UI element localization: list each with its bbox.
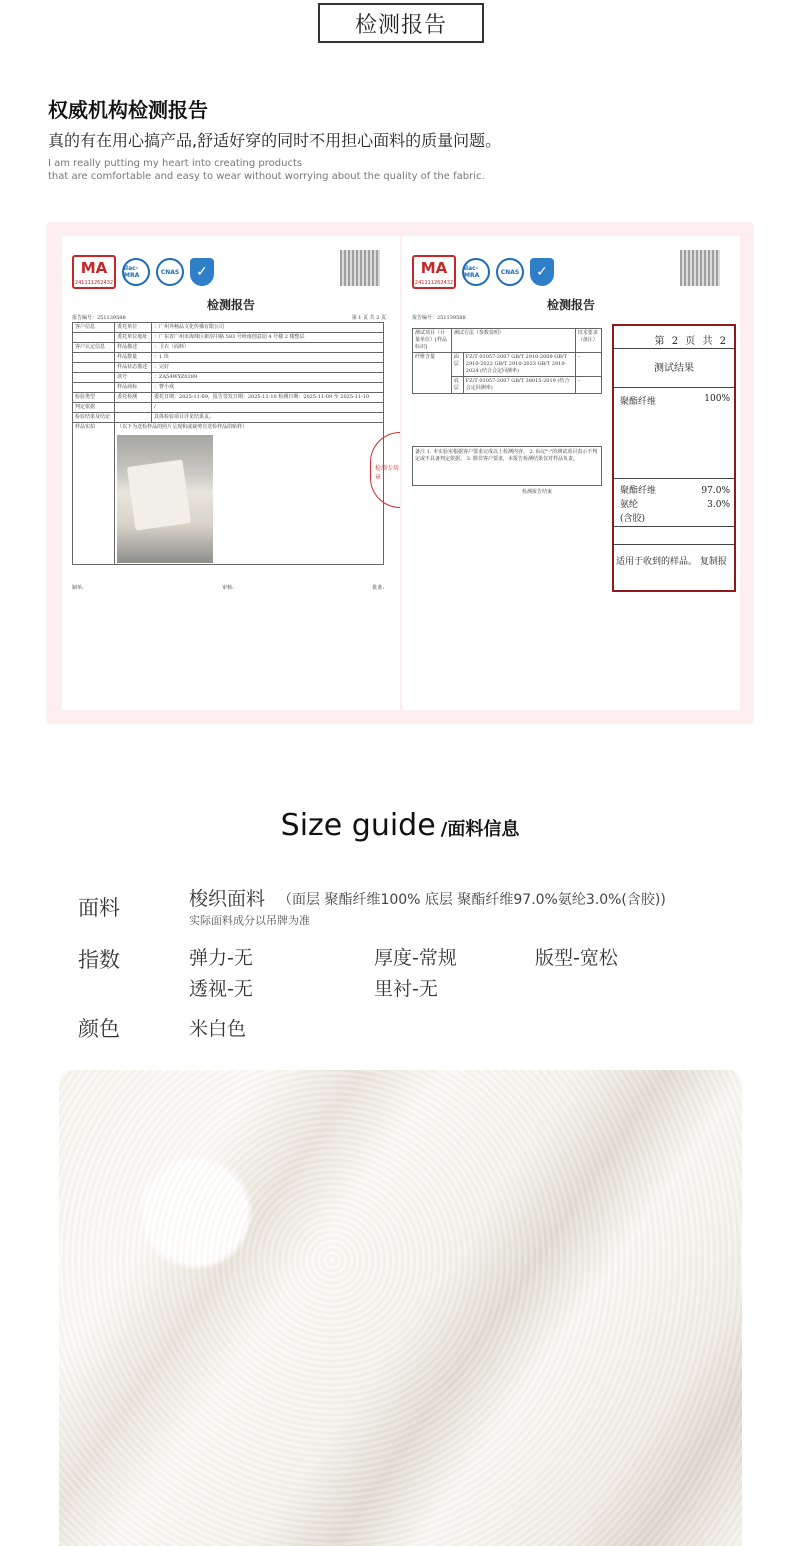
fabric-label: 面料: [78, 896, 120, 920]
table-row: 款号 ：ZA54WYZ0289: [73, 373, 384, 383]
ilac-mra-logo: ilac-MRA: [462, 258, 490, 286]
table-row: 测试项目（计量单位）[样品标识] 测试方法（参数说明） 技术要求（备注）: [413, 329, 602, 353]
see-through-index: 透视-无: [189, 978, 253, 1000]
sample-fabric-photo: [117, 435, 213, 563]
face-layer-result: 聚酯纤维 100%: [620, 394, 730, 407]
color-label: 颜色: [78, 1017, 120, 1041]
size-guide-title-cn: /面料信息: [440, 819, 520, 840]
report-notes: 备注 1. 本实验室根据客户要求完成以上检测内容。 2. 标记"-"的测试项目表示不判定或不具备判定依据。 3. 除非客户要求，本报告检测结果仅对样品负责。: [412, 446, 602, 486]
table-row: 样品实拍 （以下为送检样品的照片呈现和或裁剪自送检样品的贴样）: [73, 423, 384, 565]
report-title: 检测报告: [206, 298, 255, 312]
table-row: 委托单位地址 ：广东省广州市海珠区新滘中路 583 号岭南创意园 4 号楼 2 楼整层: [73, 333, 384, 343]
report-info-table: [72, 322, 384, 565]
inspection-stamp: 检测专用章: [370, 432, 400, 508]
fabric-closeup-image: [59, 1070, 742, 1546]
table-row: 纤维含量 面层 FZ/T 01057-2007 GB/T 2910-2009 GB/T 2910-2022 GB/T 2910-2023 GB/T 2910-2024 (结合会定回测率) –: [413, 353, 602, 377]
check-shield-icon: ✓: [530, 258, 554, 286]
ilac-mra-logo: ilac-MRA: [122, 258, 150, 286]
authority-title: 权威机构检测报告: [48, 98, 208, 122]
thickness-index: 厚度-常规: [374, 947, 457, 969]
cnas-logo: CNAS: [496, 258, 524, 286]
zoom-page-number: 第 2 页 共 2: [654, 336, 728, 347]
check-shield-icon: ✓: [190, 258, 214, 286]
table-row: 样品状态描述 ：完好: [73, 363, 384, 373]
section-label-report: 检测报告: [318, 3, 484, 43]
zoom-result-header: 测试结果: [614, 348, 734, 388]
report-page-1: [62, 236, 400, 710]
color-value: 米白色: [189, 1018, 247, 1040]
table-row: 检验类型 委托检测 委托日期：2025-11-09，报告签发日期：2025-11-10 检测日期：2025-11-09 至 2025-11-10: [73, 393, 384, 403]
bottom-layer-result: 聚酯纤维 97.0% 氨纶 3.0% (含胶): [620, 486, 730, 524]
english-line-1: I am really putting my heart into creating products: [48, 158, 303, 169]
fabric-main: 梭织面料: [189, 888, 266, 910]
report-page-number: 第 1 页 共 2 页: [351, 315, 386, 321]
qr-code-image: [340, 250, 380, 286]
qr-code-image: [680, 250, 720, 286]
elastic-index: 弹力-无: [189, 947, 253, 969]
table-row: 检验结果及结论 具体检验项目详见结果页。: [73, 413, 384, 423]
fit-index: 版型-宽松: [535, 947, 618, 969]
certification-logos: [412, 254, 554, 290]
authority-english-description: [48, 157, 485, 183]
english-line-2: that are comfortable and easy to wear without worrying about the quality of the fabric.: [48, 171, 485, 182]
fiber-content-table: [412, 328, 602, 394]
zoom-footer-text: 适用于收到的样品。 复制报: [616, 557, 727, 567]
table-row: 判定依据 /: [73, 403, 384, 413]
test-report-panel: [46, 222, 754, 724]
certification-logos: [72, 254, 214, 290]
size-guide-title-en: Size guide: [280, 808, 436, 843]
authority-description: 真的有在用心搞产品,舒适好穿的同时不用担心面料的质量问题。: [48, 131, 502, 150]
test-result-zoom-box: [612, 324, 736, 592]
report-page-2: [402, 236, 740, 710]
report-number: 报告编号：251139588: [72, 315, 126, 321]
fabric-note: 实际面料成分以吊牌为准: [189, 914, 310, 927]
table-row: 底层 FZ/T 01057-2007 GB/T 38015-2019 (结合会定回测率) –: [413, 377, 602, 394]
cma-logo: MA 241111262432: [412, 255, 456, 289]
index-label: 指数: [78, 948, 120, 972]
report-title: 检测报告: [546, 298, 595, 312]
size-guide-title: [0, 808, 800, 843]
report-number: 报告编号：251139588: [412, 315, 466, 321]
table-row: 客户认定信息 样品描述 ：卫衣（面料）: [73, 343, 384, 353]
lining-index: 里衬-无: [374, 978, 438, 1000]
table-row: 客户信息 委托单位 ：广州外畅品文化传播有限公司: [73, 323, 384, 333]
sign-maker-label: 制单:: [72, 585, 84, 591]
cma-logo: MA 241111262432: [72, 255, 116, 289]
table-row: 样品数量 ：1 块: [73, 353, 384, 363]
cnas-logo: CNAS: [156, 258, 184, 286]
sign-checker-label: 审核:: [222, 585, 234, 591]
sign-approver-label: 批准:: [372, 585, 384, 591]
fabric-detail: （面层 聚酯纤维100% 底层 聚酯纤维97.0%氨纶3.0%(含胶)): [278, 892, 666, 908]
signature-row: [72, 584, 384, 591]
report-end: 检测报告结束: [522, 489, 553, 495]
table-row: 样品商标 ：曹小戒: [73, 383, 384, 393]
